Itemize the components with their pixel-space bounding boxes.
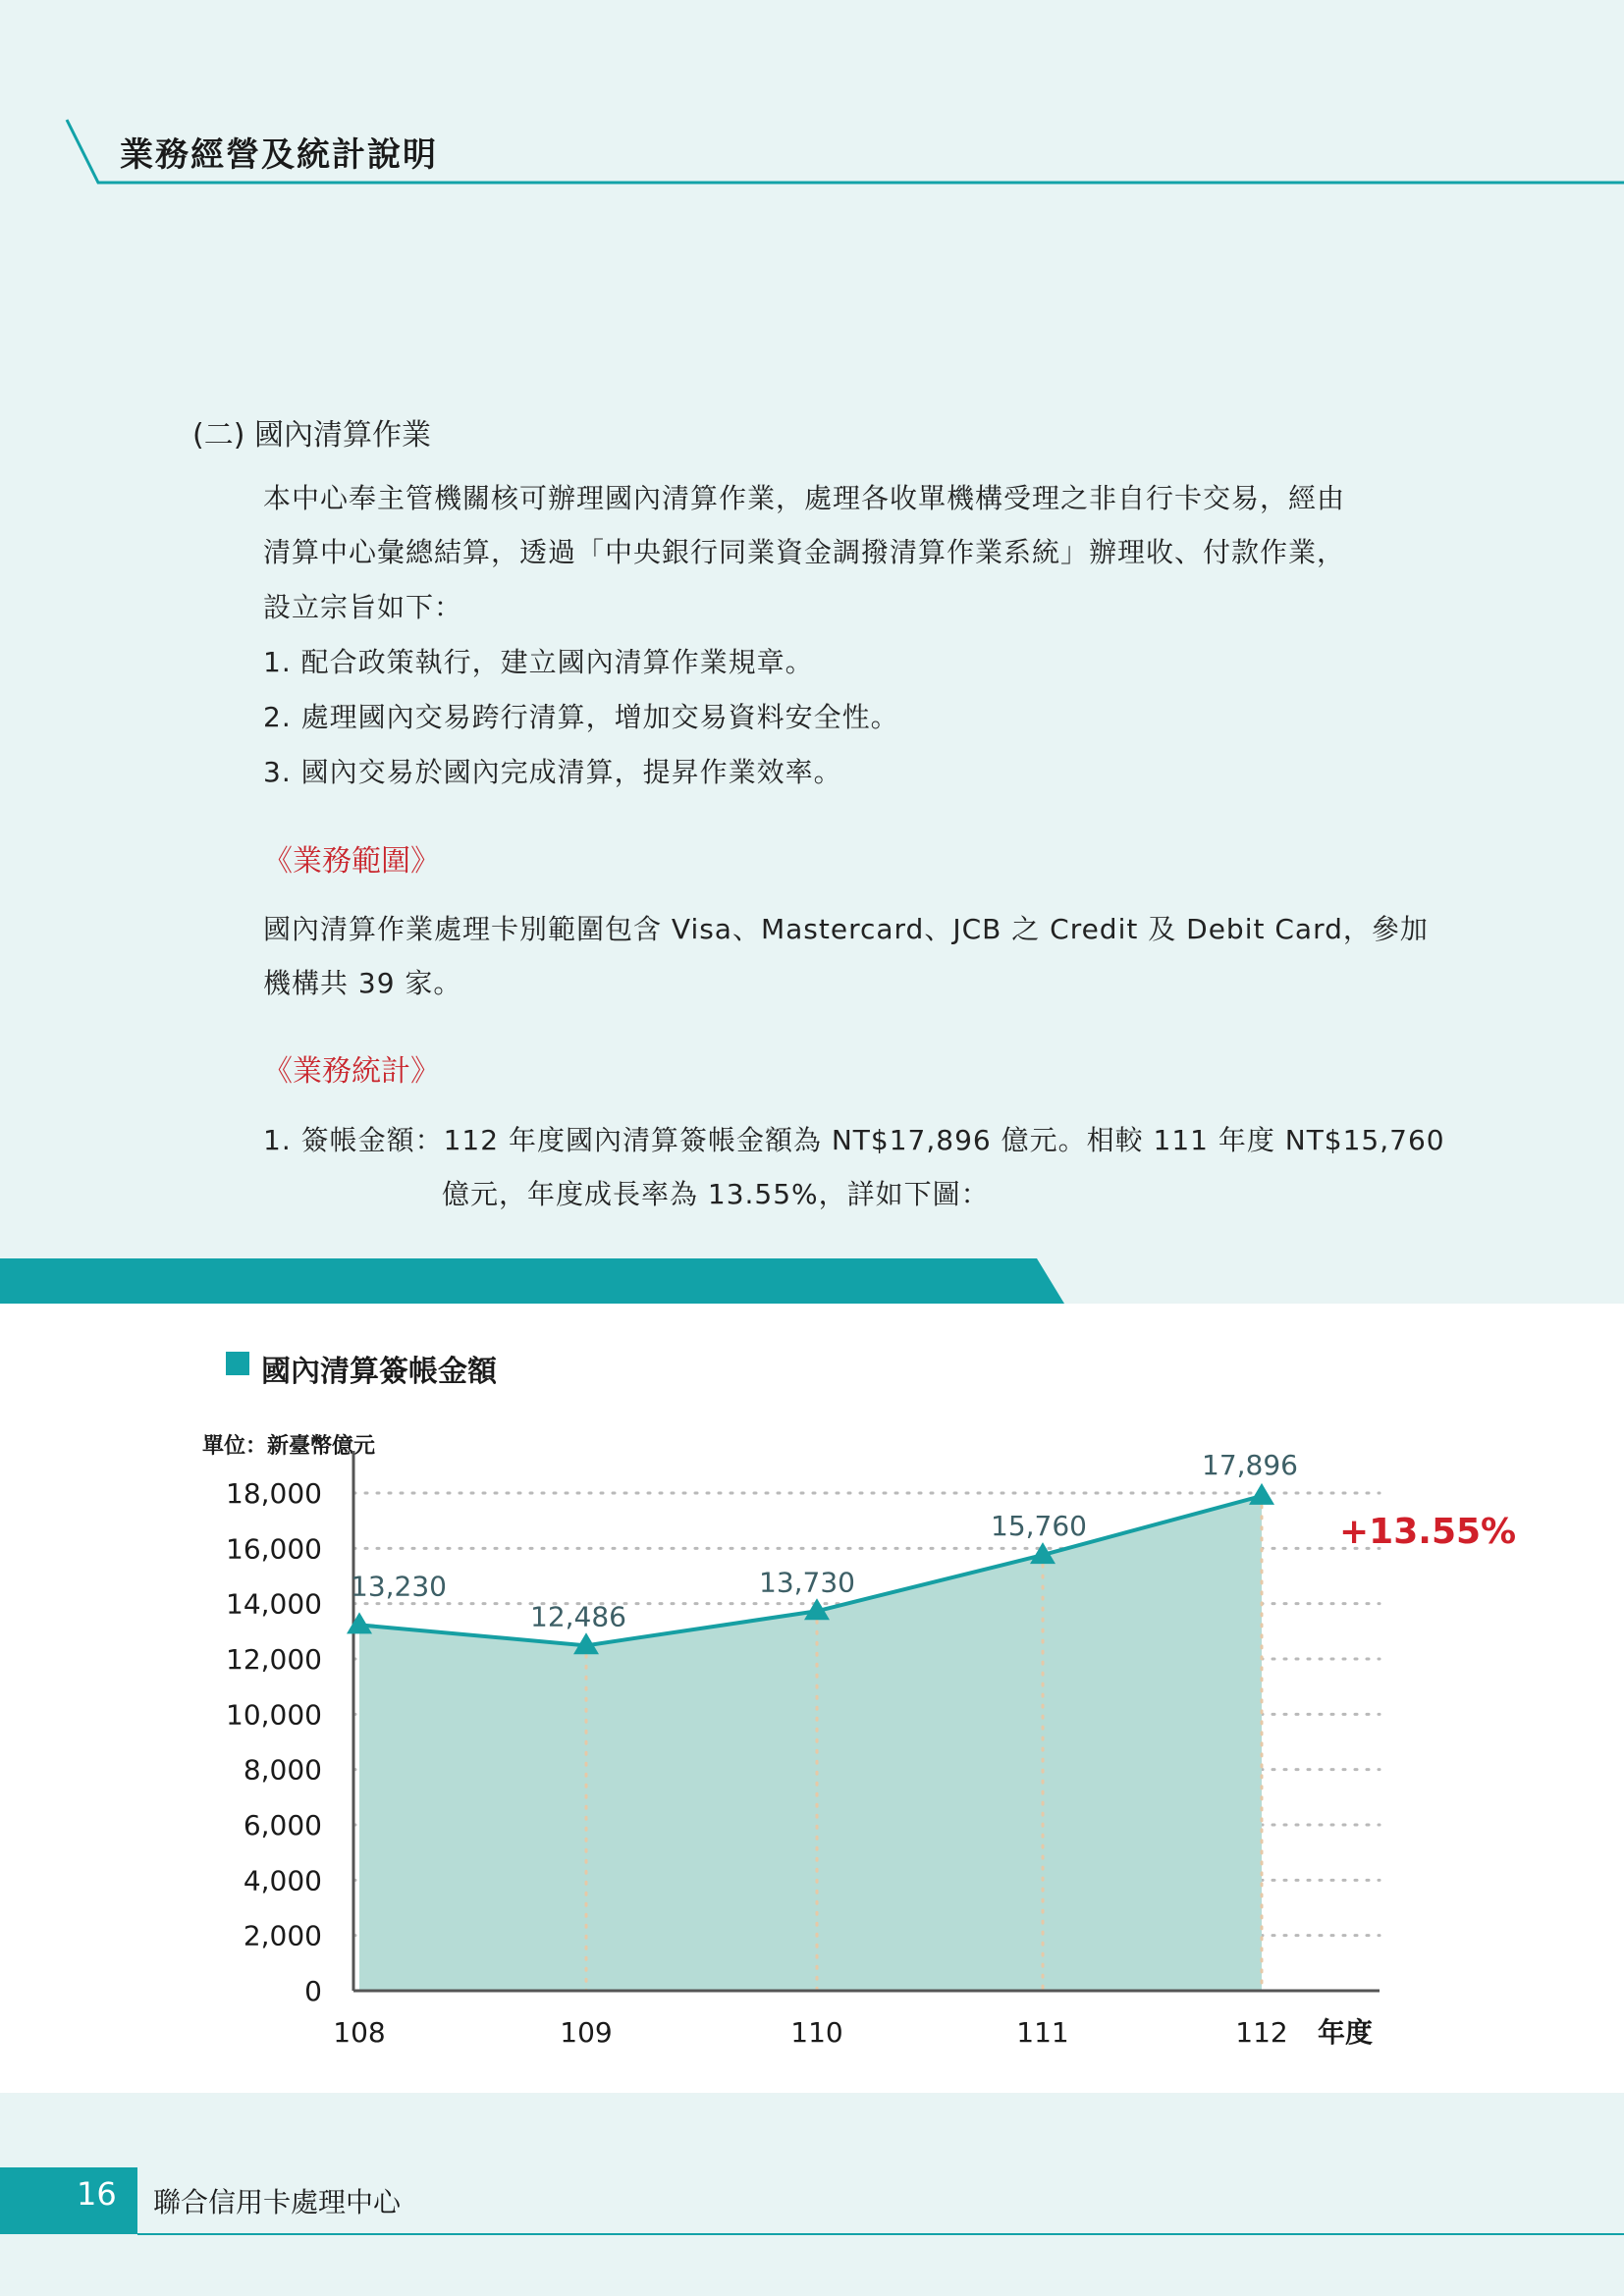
- page-number-tab: [0, 2167, 137, 2234]
- intro-line: 清算中心彙總結算，透過「中央銀行同業資金調撥清算作業系統」辦理收、付款作業，: [263, 536, 1346, 568]
- x-axis-label: 年度: [1317, 2016, 1374, 2049]
- data-point-marker: [1249, 1483, 1274, 1505]
- footer-line: [137, 2233, 1624, 2235]
- data-value-label: 12,486: [530, 1600, 626, 1633]
- unit-label: 單位：新臺幣億元: [202, 1434, 376, 1459]
- section-band: [0, 1258, 1624, 1306]
- data-value-label: 13,230: [351, 1570, 447, 1603]
- purpose-item: 1. 配合政策執行，建立國內清算作業規章。: [263, 646, 814, 678]
- growth-rate-label: +13.55%: [1339, 1512, 1517, 1552]
- stats-line: 億元，年度成長率為 13.55%，詳如下圖：: [442, 1178, 990, 1210]
- data-value-label: 15,760: [991, 1510, 1087, 1543]
- y-tick-label: 0: [304, 1975, 322, 2007]
- y-tick-label: 2,000: [243, 1919, 322, 1952]
- data-value-label: 13,730: [759, 1566, 855, 1599]
- y-tick-label: 10,000: [226, 1698, 322, 1732]
- y-tick-label: 8,000: [243, 1753, 322, 1787]
- y-tick-label: 12,000: [226, 1643, 322, 1676]
- intro-line: 本中心奉主管機關核可辦理國內清算作業，處理各收單機構受理之非自行卡交易，經由: [263, 482, 1346, 514]
- chart-title: 國內清算簽帳金額: [261, 1355, 497, 1389]
- x-tick-label: 108: [333, 2016, 386, 2049]
- y-tick-label: 18,000: [226, 1477, 322, 1510]
- y-tick-label: 14,000: [226, 1587, 322, 1621]
- intro-line: 設立宗旨如下：: [263, 591, 463, 623]
- page-header-title: 業務經營及統計說明: [120, 135, 438, 175]
- x-tick-label: 109: [560, 2016, 613, 2049]
- scope-line: 機構共 39 家。: [263, 967, 462, 999]
- scope-line: 國內清算作業處理卡別範圍包含 Visa、Mastercard、JCB 之 Credit 及 Debit Card，參加: [263, 913, 1429, 945]
- data-value-label: 17,896: [1202, 1448, 1298, 1481]
- scope-heading: 《業務範圍》: [263, 844, 440, 879]
- purpose-item: 2. 處理國內交易跨行清算，增加交易資料安全性。: [263, 701, 899, 733]
- y-tick-label: 6,000: [243, 1809, 322, 1842]
- page-number: 16: [77, 2175, 117, 2213]
- x-tick-label: 112: [1235, 2016, 1288, 2049]
- area-chart: [0, 1304, 1624, 2093]
- y-tick-label: 4,000: [243, 1864, 322, 1897]
- x-tick-label: 110: [790, 2016, 843, 2049]
- data-point-marker: [347, 1612, 372, 1633]
- footer-org-name: 聯合信用卡處理中心: [153, 2186, 402, 2218]
- x-tick-label: 111: [1016, 2016, 1069, 2049]
- section-heading: (二) 國內清算作業: [192, 418, 431, 453]
- purpose-item: 3. 國內交易於國內完成清算，提昇作業效率。: [263, 756, 842, 788]
- stats-heading: 《業務統計》: [263, 1054, 440, 1089]
- stats-line: 1. 簽帳金額：112 年度國內清算簽帳金額為 NT$17,896 億元。相較 111 年度 NT$15,760: [263, 1124, 1445, 1156]
- y-tick-label: 16,000: [226, 1532, 322, 1566]
